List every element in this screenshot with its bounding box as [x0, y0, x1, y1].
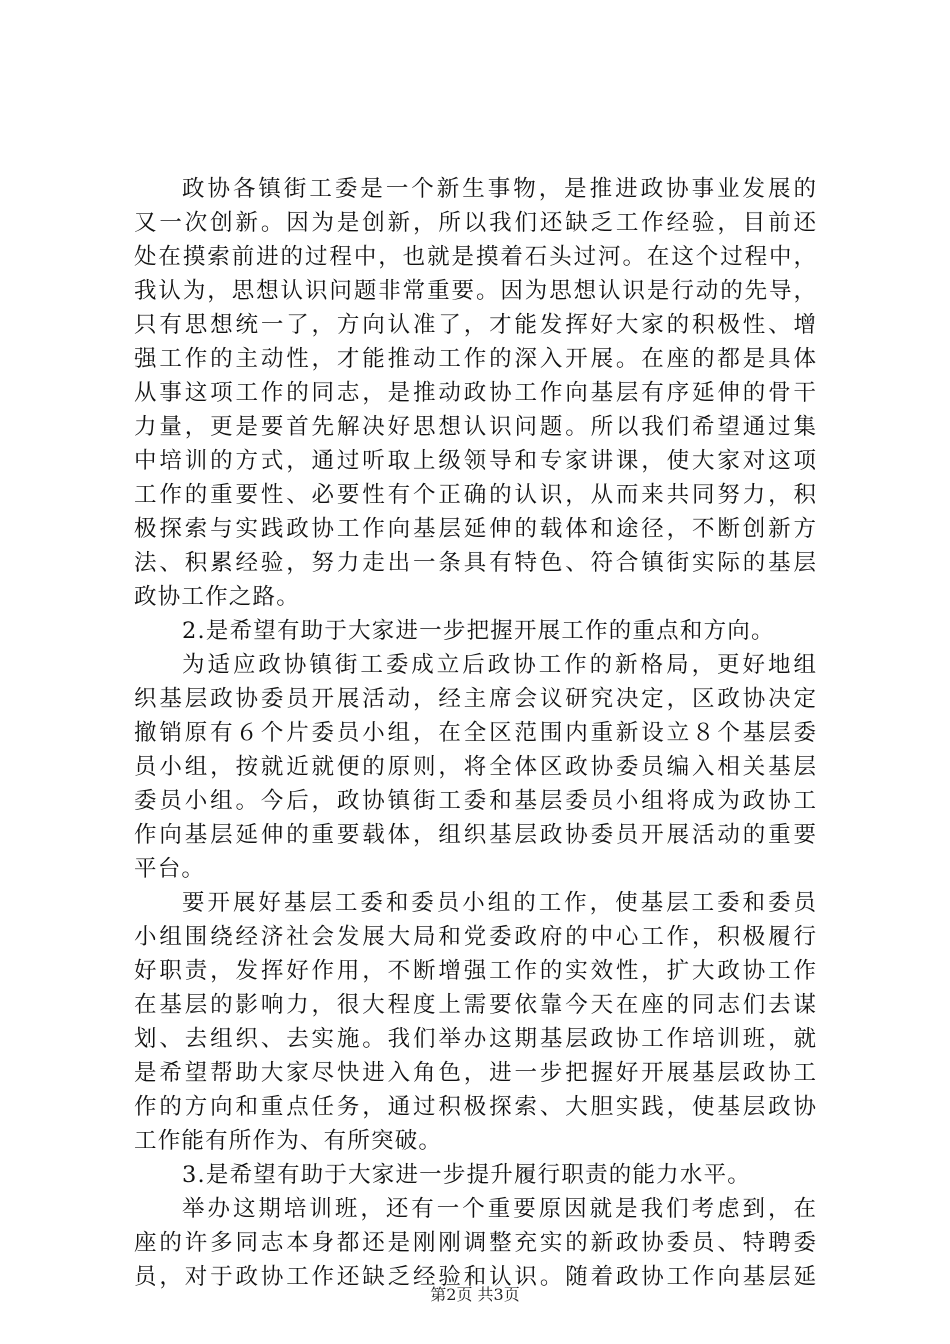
text-line: 小组围绕经济社会发展大局和党委政府的中心工作，积极履行	[134, 924, 816, 950]
text-line: 员小组，按就近就便的原则，将全体区政协委员编入相关基层	[134, 754, 816, 780]
text-line: 为适应政协镇街工委成立后政协工作的新格局，更好地组	[182, 652, 816, 678]
text-line: 划、去组织、去实施。我们举办这期基层政协工作培训班，就	[134, 1026, 816, 1052]
text-line: 工作的重要性、必要性有个正确的认识，从而来共同努力，积	[134, 482, 816, 508]
text-line: 中培训的方式，通过听取上级领导和专家讲课，使大家对这项	[134, 448, 816, 474]
text-line: 强工作的主动性，才能推动工作的深入开展。在座的都是具体	[134, 346, 816, 372]
text-line: 政协各镇街工委是一个新生事物，是推进政协事业发展的	[182, 176, 816, 202]
text-line: 平台。	[134, 856, 206, 882]
text-line: 法、积累经验，努力走出一条具有特色、符合镇街实际的基层	[134, 550, 816, 576]
text-line: 作的方向和重点任务，通过积极探索、大胆实践，使基层政协	[134, 1094, 816, 1120]
text-line: 处在摸索前进的过程中，也就是摸着石头过河。在这个过程中，	[134, 244, 816, 270]
text-line: 工作能有所作为、有所突破。	[134, 1128, 443, 1154]
text-line: 作向基层延伸的重要载体，组织基层政协委员开展活动的重要	[134, 822, 816, 848]
text-line: 3.是希望有助于大家进一步提升履行职责的能力水平。	[182, 1162, 751, 1188]
page-footer: 第2页 共3页	[430, 1285, 520, 1304]
text-line: 是希望帮助大家尽快进入角色，进一步把握好开展基层政协工	[134, 1060, 816, 1086]
text-line: 座的许多同志本身都还是刚刚调整充实的新政协委员、特聘委	[134, 1230, 816, 1256]
text-line: 委员小组。今后，政协镇街工委和基层委员小组将成为政协工	[134, 788, 816, 814]
text-line: 好职责，发挥好作用，不断增强工作的实效性，扩大政协工作	[134, 958, 816, 984]
text-line: 2.是希望有助于大家进一步把握开展工作的重点和方向。	[182, 618, 775, 644]
text-line: 举办这期培训班，还有一个重要原因就是我们考虑到，在	[182, 1196, 816, 1222]
text-line: 极探索与实践政协工作向基层延伸的载体和途径，不断创新方	[134, 516, 816, 542]
text-line: 力量，更是要首先解决好思想认识问题。所以我们希望通过集	[134, 414, 816, 440]
text-line: 员，对于政协工作还缺乏经验和认识。随着政协工作向基层延	[134, 1264, 816, 1290]
text-line: 我认为，思想认识问题非常重要。因为思想认识是行动的先导，	[134, 278, 816, 304]
text-line: 又一次创新。因为是创新，所以我们还缺乏工作经验，目前还	[134, 210, 816, 236]
text-line: 只有思想统一了，方向认准了，才能发挥好大家的积极性、增	[134, 312, 816, 338]
text-line: 从事这项工作的同志，是推动政协工作向基层有序延伸的骨干	[134, 380, 816, 406]
text-line: 在基层的影响力，很大程度上需要依靠今天在座的同志们去谋	[134, 992, 816, 1018]
text-line: 要开展好基层工委和委员小组的工作，使基层工委和委员	[182, 890, 816, 916]
text-line: 政协工作之路。	[134, 584, 300, 610]
text-line: 织基层政协委员开展活动，经主席会议研究决定，区政协决定	[134, 686, 816, 712]
text-line: 撤销原有６个片委员小组，在全区范围内重新设立８个基层委	[134, 720, 816, 746]
document-body	[134, 172, 816, 1294]
